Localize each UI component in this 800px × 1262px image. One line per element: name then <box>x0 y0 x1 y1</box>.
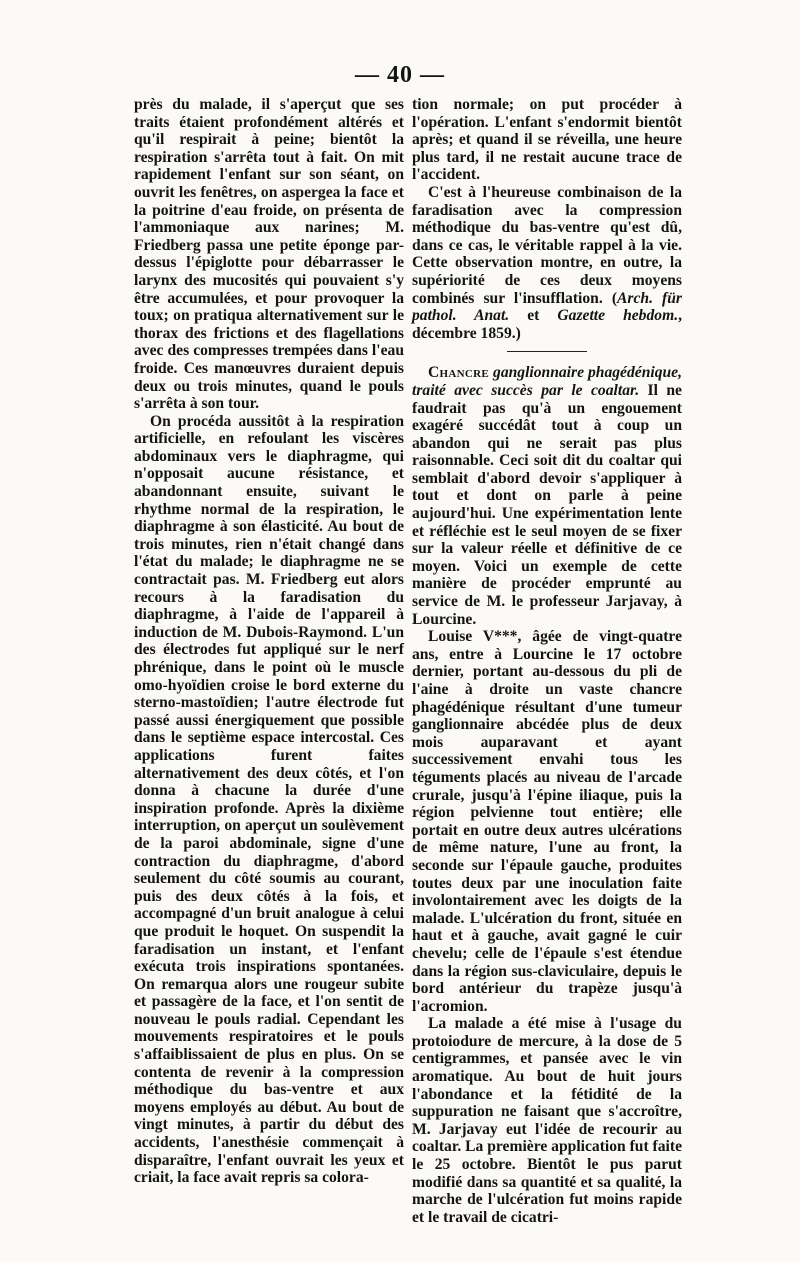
citation-gazette: Gazette hebdom. <box>557 307 679 325</box>
citation: (Arch. für pathol. Anat. et Gazette hebdom., décembre 1859.) <box>412 289 682 342</box>
right-column <box>412 96 682 1226</box>
paragraph: tion normale; on put procéder à l'opération. L'enfant s'endormit bientôt après; et quand il se réveilla, une heure plus tard, il ne restait aucune trace de l'accident. <box>412 96 682 184</box>
citation-journal: Arch. für pathol. Anat. <box>412 289 682 325</box>
left-column <box>134 96 404 1187</box>
citation-date: , décembre 1859.) <box>412 307 682 342</box>
paragraph-text: C'est à l'heureuse combinaison de la faradisation avec la compression méthodique du bas-ventre qu'est dû, dans ce cas, le véritable rappel à la vie. Cette observation montre, en outre, la supériorité de ces deux moyens combinés sur l'insufflation. <box>412 183 682 307</box>
paragraph: On procéda aussitôt à la respiration artificielle, en refoulant les viscères abdominaux vers le diaphragme, qui n'opposait aucune résistance, et abandonnant ensuite, suivant le rhythme normal de la respiration, le diaphragme à son élasticité. Au bout de trois minutes, rien n'était changé dans l'état du malade; le diaphragme ne se contractait pas. M. Friedberg eut alors recours à la faradisation du diaphragme, à l'aide de l'appareil à induction de M. Dubois-Raymond. L'un des électrodes fut appliqué sur le nerf phrénique, dans le point où le muscle omo-hyoïdien croise le bord externe du sterno-mastoïdien; l'autre électrode fut passé aussi énergiquement que possible dans le septième espace intercostal. Ces applications furent faites alternativement des deux côtés, et l'on donna à chacune la durée d'une inspiration profonde. Après la dixième interruption, on aperçut un soulèvement de la paroi abdominale, signe d'une contraction du diaphragme, d'abord seulement du côté soumis au courant, puis des deux côtés à la fois, et accompagné d'un bruit analogue à celui que produit le hoquet. On suspendit la faradisation un instant, et l'enfant exécuta trois inspirations spontanées. On remarqua alors une rougeur subite et passagère de la face, et l'on sentit de nouveau le pouls radial. Cependant les mouvements respiratoires et le pouls s'affaiblissaient de plus en plus. On se contenta de revenir à la compression méthodique du bas-ventre et aux moyens employés au début. Au bout de vingt minutes, à partir du début des accidents, l'anesthésie commençait à disparaître, l'enfant ouvrait les yeux et criait, la face avait repris sa colora- <box>134 412 404 1187</box>
paragraph: près du malade, il s'aperçut que ses traits étaient profondément altérés et qu'il respirait à peine; bientôt la respiration s'arrêta tout à fait. On mit rapidement l'enfant sur son séant, on ouvrit les fenêtres, on aspergea la face et la poitrine d'eau froide, on présenta de l'ammoniaque aux narines; M. Friedberg passa une petite éponge par-dessus l'épiglotte pour débarrasser le larynx des mucosités qui pouvaient s'y être accumulées, et pour provoquer la toux; on pratiqua alternativement sur le thorax des frictions et des flagellations avec des compresses trempées dans l'eau froide. Ces manœuvres duraient depuis deux ou trois minutes, quand le pouls s'arrêta à son tour. <box>134 96 404 413</box>
paragraph: Louise V***, âgée de vingt-quatre ans, entre à Lourcine le 17 octobre dernier, portant au-dessous du pli de l'aine à droite un vaste chancre phagédénique résultant d'une tumeur ganglionnaire abcédée plus de deux mois auparavant et ayant successivement envahi tous les téguments placés au niveau de l'arcade crurale, jusqu'à l'épine iliaque, puis la région pelvienne tout entière; elle portait en outre deux autres ulcérations de même nature, l'une au front, la seconde sur l'épaule gauche, produites toutes deux par une inoculation faite involontairement avec les doigts de la malade. L'ulcération du front, située en haut et à gauche, avait gagné le cuir chevelu; celle de l'épaule s'est étendue dans la région sus-claviculaire, depuis le bord antérieur du trapèze jusqu'à l'acromion. <box>412 628 682 1015</box>
paragraph: La malade a été mise à l'usage du protoiodure de mercure, à la dose de 5 centigrammes, et pansée avec le vin aromatique. Au bout de huit jours l'abondance et la fétidité de la suppuration ne faisant que s'accroître, M. Jarjavay eut l'idée de recourir au coaltar. La première application fut faite le 25 octobre. Bientôt le pus parut modifié dans sa quantité et sa qualité, la marche de l'ulcération fut moins rapide et le travail de cicatri- <box>412 1015 682 1226</box>
page-number: — 40 — <box>355 62 445 88</box>
paragraph <box>412 184 682 342</box>
article-title: ganglionnaire phagédénique, traité avec succès par le coaltar. <box>412 364 682 399</box>
article-title-paragraph <box>412 364 682 628</box>
section-divider <box>507 351 587 352</box>
article-title-keyword: Chancre <box>428 364 490 382</box>
paragraph-text: Il ne faudrait pas qu'à un engouement exagéré succédât tout à coup un abandon qui ne serait pas plus raisonnable. Ceci soit dit du coaltar qui semblait d'abord devoir s'appliquer à tout et dont on parle à peine aujourd'hui. Une expérimentation lente et réfléchie est le seul moyen de se fixer sur la valeur réelle et définitive de ce moyen. Voici un exemple de cette manière de procéder emprunté au service de M. le professeur Jarjavay, à Lourcine. <box>412 381 682 628</box>
